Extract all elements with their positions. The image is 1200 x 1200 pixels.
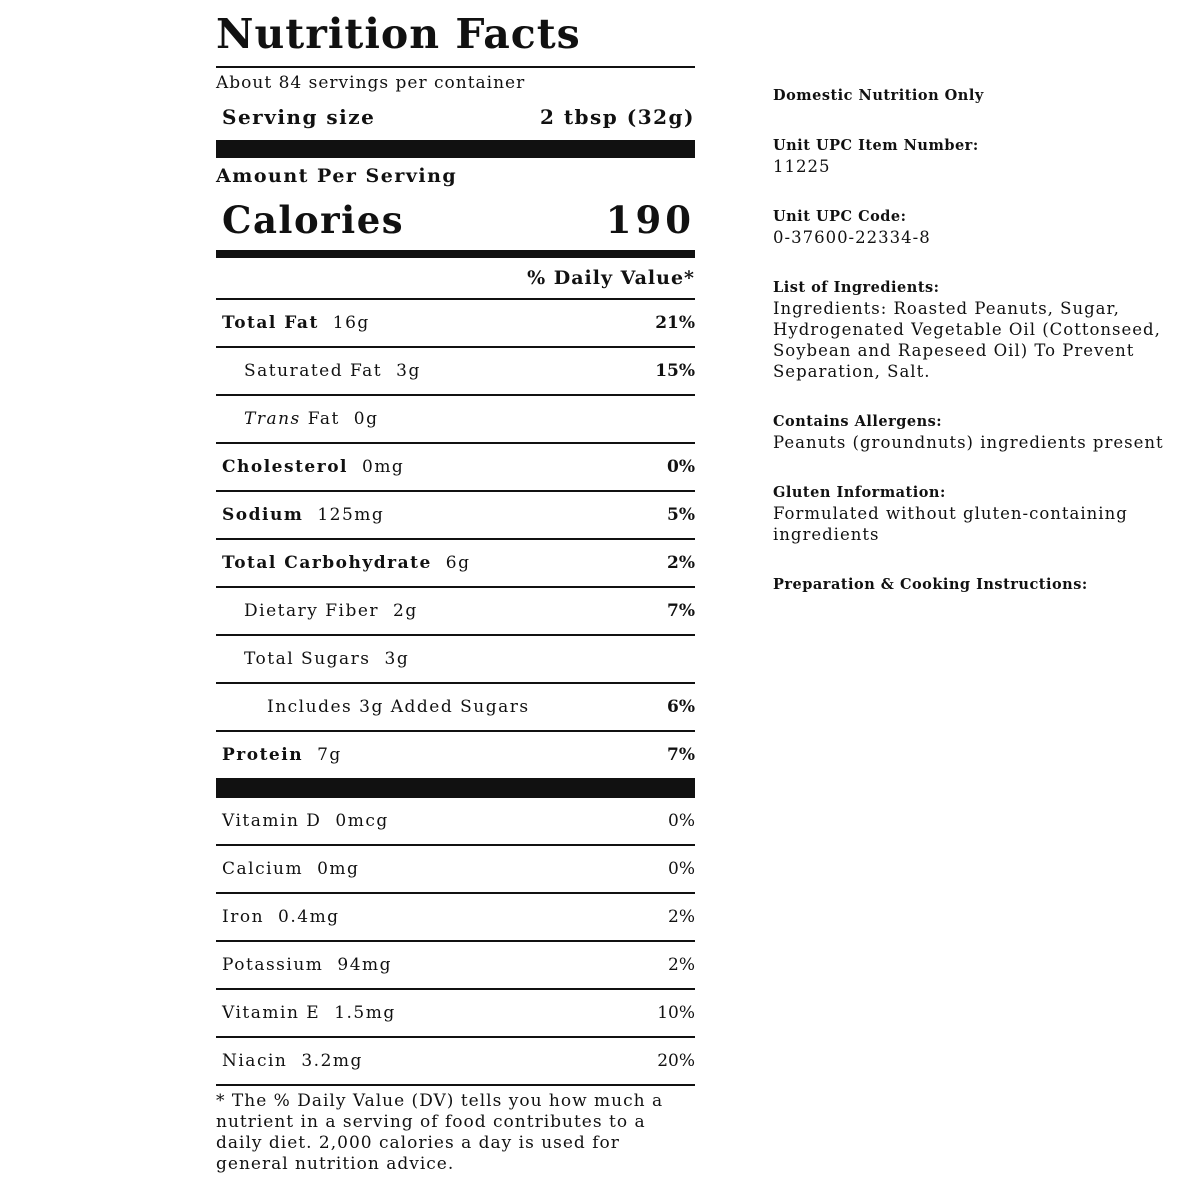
nutrient-row-protein xyxy=(216,732,695,780)
ingredients-value: Ingredients: Roasted Peanuts, Sugar, Hydrogenated Vegetable Oil (Cottonseed, Soybean and Rapeseed Oil) To Prevent Separation, Salt. xyxy=(773,299,1161,381)
nutrient-dv: 7% xyxy=(667,601,695,621)
vitamin-row-vitamin-e xyxy=(216,990,695,1038)
vitamin-name: Vitamin D xyxy=(222,811,322,831)
vitamin-row-vitamin-d xyxy=(216,798,695,846)
product-info-panel xyxy=(773,86,1173,625)
vitamin-name: Potassium xyxy=(222,955,324,975)
nutrient-dv: 2% xyxy=(667,553,695,573)
nutrient-amount: 3g xyxy=(396,361,421,381)
nutrient-dv: 5% xyxy=(667,505,695,525)
vitamin-amount: 94mg xyxy=(337,955,393,975)
nutrient-name: Sodium xyxy=(222,505,304,525)
upc-code-heading: Unit UPC Code: xyxy=(773,208,907,225)
nutrient-name: Includes 3g Added Sugars xyxy=(267,697,530,717)
nutrient-dv: 7% xyxy=(667,745,695,765)
medium-divider xyxy=(216,250,695,258)
vitamin-amount: 0mg xyxy=(317,859,360,879)
vitamin-name: Iron xyxy=(222,907,265,927)
nutrient-amount: 2g xyxy=(393,601,418,621)
serving-size-label: Serving size xyxy=(222,105,376,129)
vitamin-dv: 2% xyxy=(668,907,695,927)
nutrient-amount: 125mg xyxy=(317,505,385,525)
nutrient-amount: 3g xyxy=(384,649,410,669)
serving-size-row xyxy=(216,98,695,140)
upc-code-block xyxy=(773,207,1173,248)
nutrient-row-cholesterol xyxy=(216,444,695,492)
nutrient-name: Saturated Fat xyxy=(244,361,383,381)
amount-per-serving: Amount Per Serving xyxy=(216,165,458,187)
nutrient-name: Dietary Fiber xyxy=(244,601,380,621)
vitamin-name: Vitamin E xyxy=(222,1003,321,1023)
allergens-value: Peanuts (groundnuts) ingredients present xyxy=(773,433,1164,452)
nutrient-row-total-carbohydrate xyxy=(216,540,695,588)
gluten-value: Formulated without gluten-containing ingredients xyxy=(773,504,1128,544)
nutrition-facts-label xyxy=(216,8,695,1175)
nutrient-name: Total Fat xyxy=(222,313,319,333)
nutrient-dv: 0% xyxy=(667,457,695,477)
nutrient-row-saturated-fat xyxy=(216,348,695,396)
nutrient-row-sodium xyxy=(216,492,695,540)
vitamin-row-iron xyxy=(216,894,695,942)
nutrient-row-dietary-fiber xyxy=(216,588,695,636)
nutrient-name: Protein xyxy=(222,745,304,765)
vitamin-dv: 10% xyxy=(657,1003,695,1023)
daily-value-footnote: * The % Daily Value (DV) tells you how much a nutrient in a serving of food contributes to a daily diet. 2,000 calories a day is used for general nutrition advice. xyxy=(216,1091,664,1174)
nutrient-dv: 6% xyxy=(667,697,695,717)
domestic-block xyxy=(773,86,1173,106)
nutrient-amount: 7g xyxy=(317,745,342,765)
gluten-heading: Gluten Information: xyxy=(773,484,946,501)
vitamin-row-calcium xyxy=(216,846,695,894)
calories-value: 190 xyxy=(605,198,695,242)
calories-row xyxy=(216,190,695,250)
vitamin-row-niacin xyxy=(216,1038,695,1086)
servings-per-container: About 84 servings per container xyxy=(216,73,526,93)
vitamin-name: Calcium xyxy=(222,859,304,879)
vitamin-amount: 3.2mg xyxy=(301,1051,363,1071)
preparation-block xyxy=(773,575,1173,595)
ingredients-block xyxy=(773,278,1173,382)
vitamin-dv: 2% xyxy=(668,955,695,975)
upc-item-value: 11225 xyxy=(773,157,831,176)
nutrient-row-trans-fat xyxy=(216,396,695,444)
allergens-block xyxy=(773,412,1173,453)
nutrient-name: Total Carbohydrate xyxy=(222,553,432,573)
daily-value-header: % Daily Value* xyxy=(216,258,695,300)
ingredients-heading: List of Ingredients: xyxy=(773,279,940,296)
gluten-block xyxy=(773,483,1173,545)
vitamin-amount: 0.4mg xyxy=(278,907,340,927)
vitamin-amount: 0mcg xyxy=(335,811,389,831)
preparation-heading: Preparation & Cooking Instructions: xyxy=(773,576,1088,593)
nutrient-name-italic: Trans xyxy=(244,409,301,429)
domestic-heading: Domestic Nutrition Only xyxy=(773,87,984,104)
nutrient-name: Total Sugars xyxy=(244,649,371,669)
nutrient-amount: 6g xyxy=(445,553,471,573)
upc-item-block xyxy=(773,136,1173,177)
serving-size-value: 2 tbsp (32g) xyxy=(539,105,695,129)
vitamin-name: Niacin xyxy=(222,1051,288,1071)
nutrient-dv: 21% xyxy=(655,313,695,333)
vitamin-row-potassium xyxy=(216,942,695,990)
vitamin-amount: 1.5mg xyxy=(334,1003,396,1023)
nutrient-row-total-fat xyxy=(216,300,695,348)
nutrient-dv: 15% xyxy=(655,361,695,381)
thick-divider xyxy=(216,780,695,798)
vitamin-dv: 0% xyxy=(668,859,695,879)
nutrient-row-added-sugars xyxy=(216,684,695,732)
nutrient-row-total-sugars xyxy=(216,636,695,684)
nutrient-amount: 0mg xyxy=(362,457,405,477)
vitamin-dv: 0% xyxy=(668,811,695,831)
upc-code-value: 0-37600-22334-8 xyxy=(773,228,931,247)
calories-label: Calories xyxy=(222,198,405,242)
nutrient-amount: 16g xyxy=(332,313,370,333)
upc-item-heading: Unit UPC Item Number: xyxy=(773,137,979,154)
nutrient-amount: 0g xyxy=(353,409,379,429)
nutrient-name: Cholesterol xyxy=(222,457,348,477)
thick-divider xyxy=(216,140,695,158)
nutrient-name: Fat xyxy=(307,409,340,429)
allergens-heading: Contains Allergens: xyxy=(773,413,943,430)
vitamin-dv: 20% xyxy=(657,1051,695,1071)
label-title: Nutrition Facts xyxy=(216,10,581,58)
